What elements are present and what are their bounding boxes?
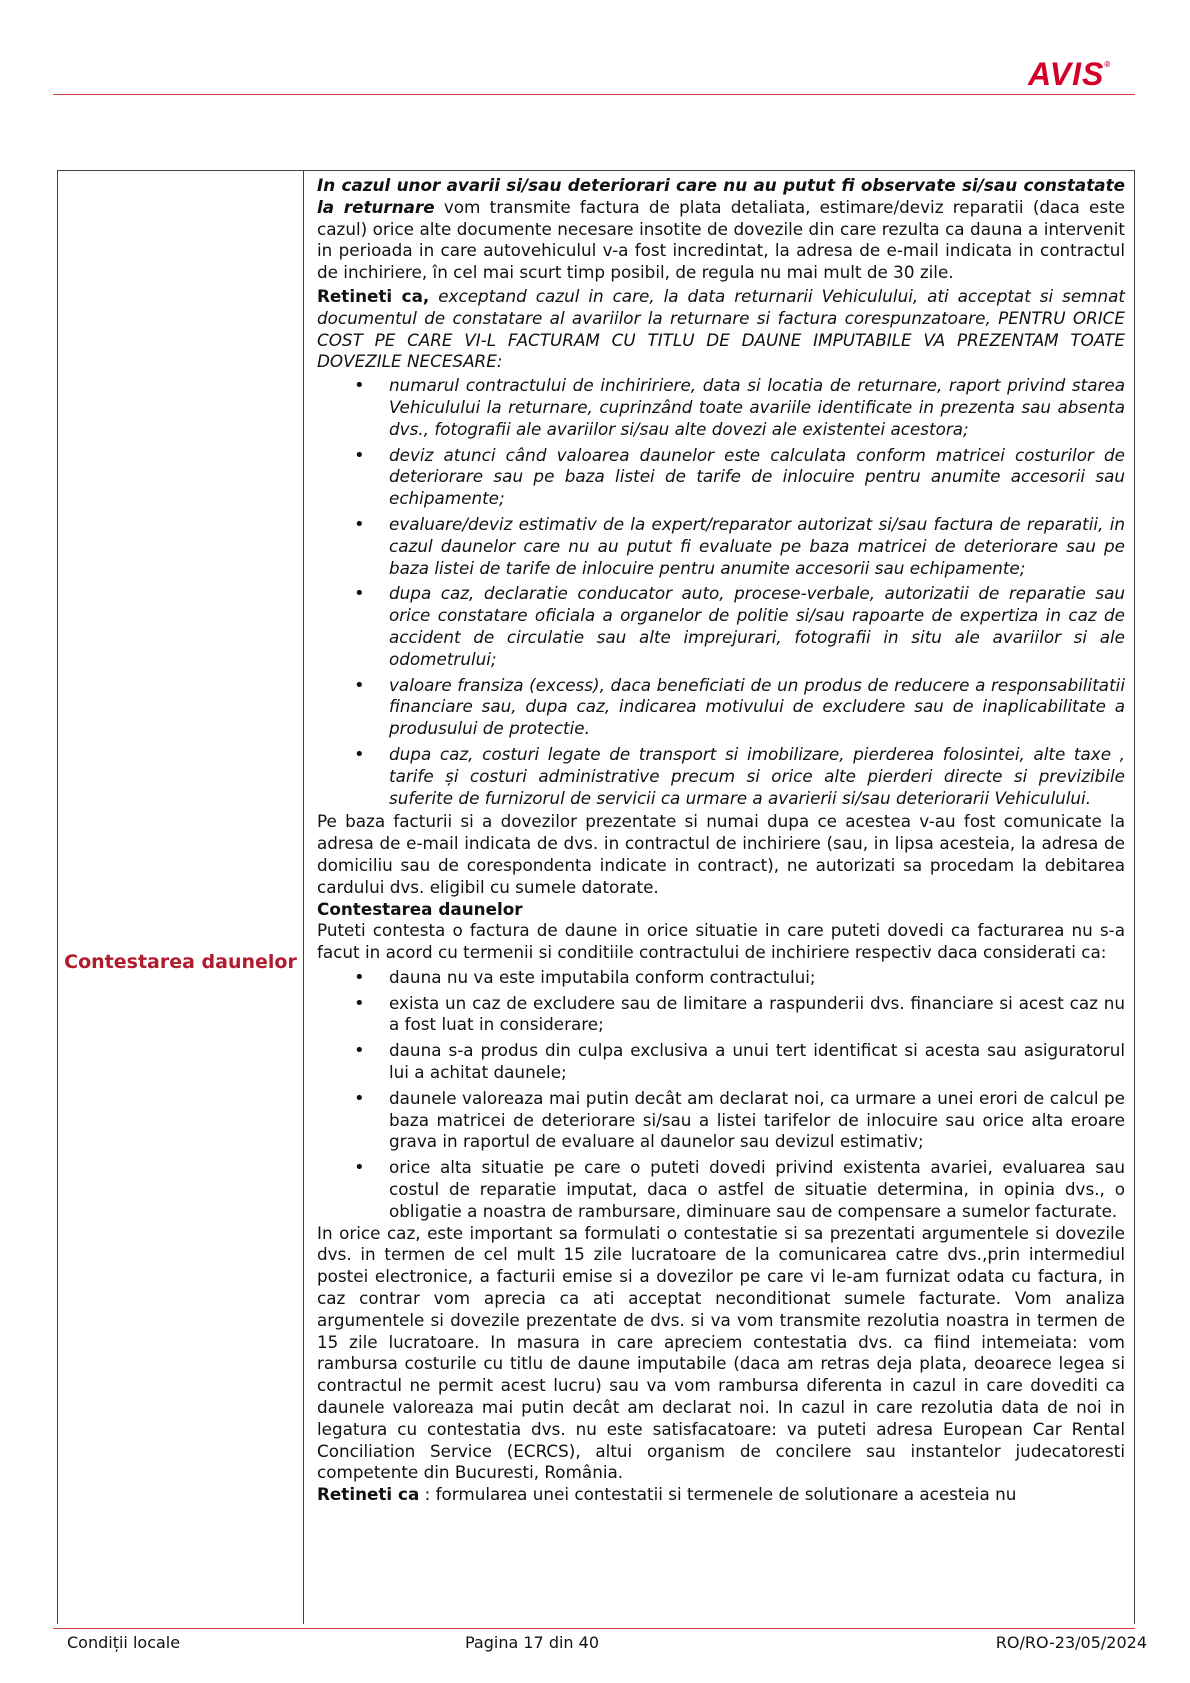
list-item: • dauna nu va este imputabila conform contractului; xyxy=(317,967,1125,989)
list-item: • dupa caz, costuri legate de transport si imobilizare, pierderea folosintei, alte taxe , tarife și costuri administrative precum si orice alte pierderi directe si previzibile suferite de furnizorul de servicii ca urmare a avarierii si/sau deteriorarii Vehiculului. xyxy=(317,744,1125,809)
dispute-list xyxy=(317,967,1125,1223)
paragraph-invoice-text: vom transmite factura de plata detaliata, estimare/deviz reparatii (daca este cazul) orice alte documente necesare insotite de dovezile din care rezulta ca dauna a intervenit in perioada in care autovehiculul v-a fost incredintat, la adresa de e-mail indicata in contractul de inchiriere, în cel mai scurt timp posibil, de regula nu mai mult de 30 zile. xyxy=(317,196,1126,283)
paragraph-reminder-lead: Retineti ca xyxy=(317,1484,420,1505)
list-item: • daunele valoreaza mai putin decât am declarat noi, ca urmare a unei erori de calcul pe baza matricei de deteriorare si/sau a listei tarifelor de inlocuire sau orice alta eroare grava in raportul de evaluare al daunelor sau devizul estimativ; xyxy=(317,1088,1125,1153)
paragraph-note-lead: Retineti ca, xyxy=(317,285,430,306)
footer-title: Condiții locale xyxy=(67,1633,181,1652)
paragraph-invoice-emphasis: In cazul unor avarii si/sau deteriorari care nu au putut fi observate si/sau constatate la returnare xyxy=(317,175,1125,217)
paragraph-deadline: In orice caz, este important sa formulati o contestatie si sa prezentati argumentele si dovezile dvs. in termen de cel mult 15 zile lucratoare de la comunicarea catre dvs.,prin intermediul postei electronice, a facturii emise si a dovezilor pe care vi le-am furnizat odata cu factura, in caz contrar vom aprecia ca ati acceptat neconditionat sumele facturate. Vom analiza argumentele si dovezile prezentate de dvs. si va vom transmite rezolutia noastra in termen de 15 zile lucratoare. In masura in care apreciem contestatia dvs. ca fiind intemeiata: vom rambursa costurile cu titlu de daune imputabile (daca am retras deja plata, deoarece legea si contractul ne permit acest lucru) sau va vom rambursa diferenta in cazul in care dovediti ca daunele valoreaza mai putin decât am declarat noi. In cazul in care rezolutia data de noi in legatura cu contestatia dvs. nu este satisfacatoare: va puteti adresa European Car Rental Conciliation Service (ECRCS), altui organism de concilere sau instantelor judecatoresti competente din Bucuresti, România. xyxy=(317,1222,1125,1483)
list-item: • valoare fransiza (excess), daca beneficiati de un produs de reducere a responsabilitatii financiare sau, dupa caz, indicarea motivului de excludere sau de inaplicabilitate a produsului de protectie. xyxy=(317,675,1125,740)
column-divider xyxy=(303,171,304,1624)
paragraph-note-text: exceptand cazul in care, la data returnarii Vehiculului, ati acceptat si semnat documentul de constatare al avariilor la returnare si factura corespunzatoare, PENTRU ORICE COST PE CARE VI-L FACTURAM CU TITLU DE DAUNE IMPUTABILE VA PREZENTAM TOATE DOVEZILE NECESARE: xyxy=(317,285,1125,372)
footer-divider xyxy=(53,1628,1135,1629)
list-item: • dupa caz, declaratie conducator auto, procese-verbale, autorizatii de reparatie sau orice constatare oficiala a organelor de politie si/sau rapoarte de expertiza in caz de accident de circulatie sau alte imprejurari, fotografii in situ ale avariilor si ale odometrului; xyxy=(317,583,1125,670)
registered-mark: ® xyxy=(1104,60,1111,69)
paragraph-reminder-text: : formularea unei contestatii si termenele de solutionare a acesteia nu xyxy=(419,1484,1017,1505)
evidence-list xyxy=(317,375,1125,809)
list-item: • numarul contractului de inchiririere, data si locatia de returnare, raport privind starea Vehiculului la returnare, cuprinzând toate avariile identificate in prezenta sau absenta dvs., fotografii ale avariilor si/sau alte dovezi ale existentei acestora; xyxy=(317,375,1125,440)
list-item: • exista un caz de excludere sau de limitare a raspunderii dvs. financiare si acest caz nu a fost luat in considerare; xyxy=(317,993,1125,1037)
header-divider xyxy=(53,94,1135,95)
document-reference: RO/RO-23/05/2024 xyxy=(995,1633,1147,1652)
list-item: • orice alta situatie pe care o puteti dovedi privind existenta avariei, evaluarea sau costul de reparatie imputat, daca o astfel de situatie determina, in opinia dvs., o obligatie a noastra de rambursare, diminuare sau de compensare a sumelor facturate. xyxy=(317,1157,1125,1222)
conditions-table xyxy=(57,170,1135,1624)
section-heading: Contestarea daunelor xyxy=(317,898,523,919)
list-item: • evaluare/deviz estimativ de la expert/reparator autorizat si/sau factura de reparatii, in cazul daunelor care nu au putut fi evaluate pe baza matricei de deteriorare sau pe baza listei de tarife de inlocuire pentru anumite accesorii sau echipamente; xyxy=(317,514,1125,579)
page-number: Pagina 17 din 40 xyxy=(465,1633,599,1652)
logo-text: AVIS xyxy=(1028,56,1105,92)
paragraph-invoice xyxy=(317,175,1125,284)
row-content xyxy=(317,175,1125,1505)
list-item: • dauna s-a produs din culpa exclusiva a unui tert identificat si acesta sau asiguratorul lui a achitat daunele; xyxy=(317,1040,1125,1084)
list-item: • deviz atunci când valoarea daunelor este calculata conform matricei costurilor de deteriorare sau pe baza listei de tarife de inlocuire pentru anumite accesorii sau echipamente; xyxy=(317,445,1125,510)
paragraph-dispute: Puteti contesta o factura de daune in orice situatie in care puteti dovedi ca facturarea nu s-a facut in acord cu termenii si conditiile contractului de inchiriere respectiv daca considerati ca: xyxy=(317,920,1125,963)
paragraph-note xyxy=(317,286,1125,373)
row-label: Contestarea daunelor xyxy=(64,951,297,973)
paragraph-reminder xyxy=(317,1484,1125,1505)
paragraph-debit: Pe baza facturii si a dovezilor prezentate si numai dupa ce acestea v-au fost comunicate la adresa de e-mail indicata de dvs. in contractul de inchiriere (sau, in lipsa acesteia, la adresa de domiciliu sau de corespondenta indicate in contract), ne autorizati sa procedam la debitarea cardului dvs. eligibil cu sumele datorate. xyxy=(317,811,1125,897)
avis-logo xyxy=(1028,56,1110,93)
